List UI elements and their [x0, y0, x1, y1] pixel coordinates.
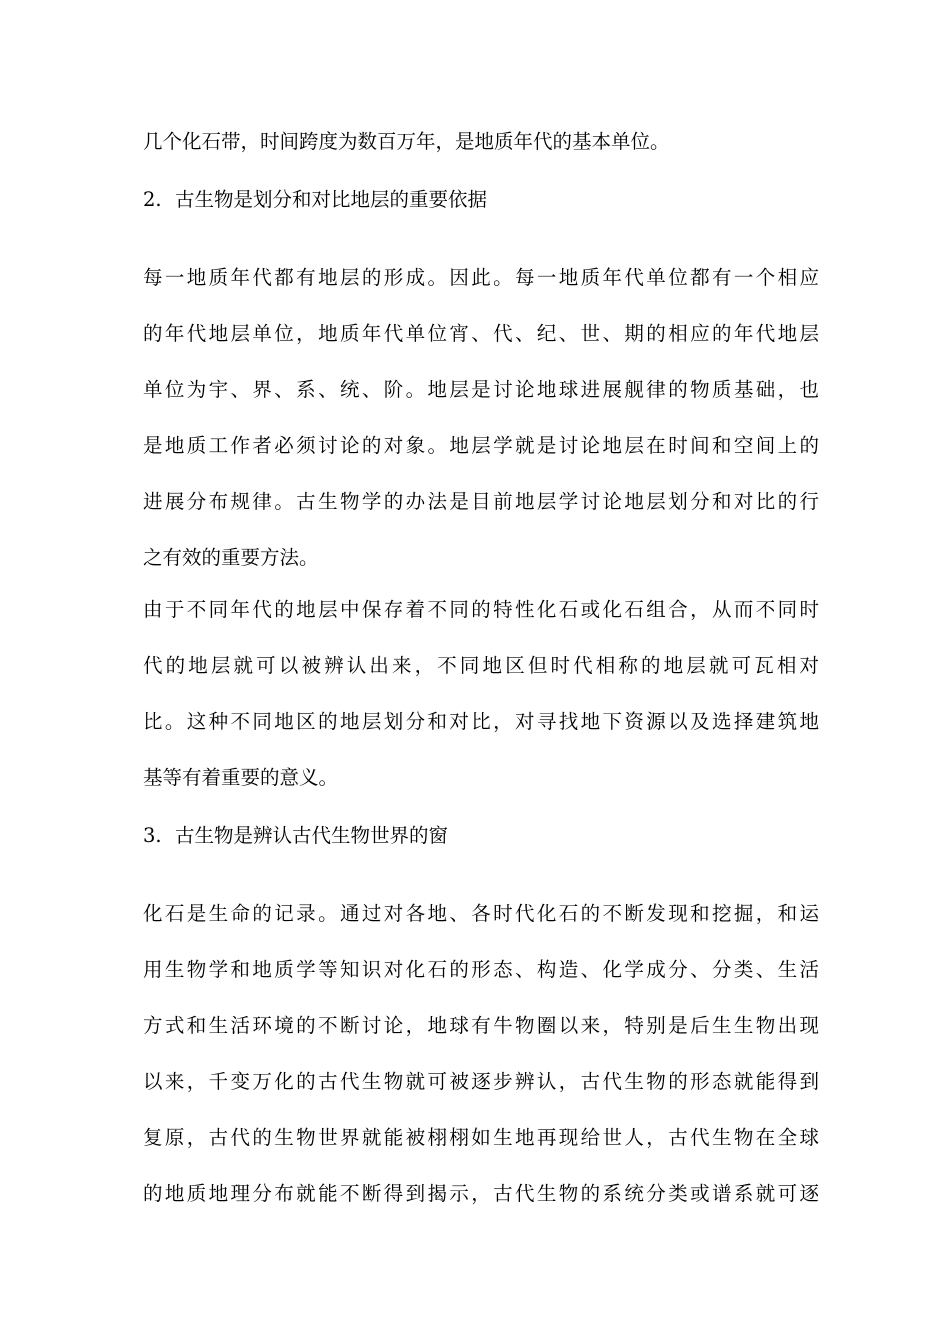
text-line: 进展分布规律。古生物学的办法是目前地层学讨论地层划分和对比的行 [143, 490, 819, 513]
text-line: 单位为宇、界、系、统、阶。地层是讨论地球进展舰律的物质基础，也 [143, 378, 819, 401]
text-line: 用生物学和地质学等知识对化石的形态、构造、化学成分、分类、生活 [143, 958, 819, 981]
text-line: 每一地质年代都有地层的形成。因此。每一地质年代单位都有一个相应 [143, 266, 819, 289]
text-line: 方式和生活环境的不断讨论，地球有牛物圈以来，特别是后生生物出现 [143, 1014, 819, 1037]
text-line: 之有效的重要方法。 [143, 546, 319, 569]
paragraph-2 [143, 586, 819, 802]
paragraph-gap [143, 860, 819, 890]
text-line: 是地质工作者必须讨论的对象。地层学就是讨论地层在时间和空间上的 [143, 434, 819, 457]
text-line: 几个化石带，时间跨度为数百万年，是地质年代的基本单位。 [143, 130, 670, 153]
document-body [143, 118, 819, 1218]
section-title: 古生物是划分和对比地层的重要依据 [175, 188, 488, 211]
section-heading-3 [143, 812, 819, 860]
section-number: 2. [143, 188, 162, 211]
text-line: 的地质地理分布就能不断得到揭示，古代生物的系统分类或谱系就可逐 [143, 1182, 819, 1205]
paragraph-3 [143, 890, 819, 1218]
text-line: 以来，千变万化的古代生物就可被逐步辨认，古代生物的形态就能得到 [143, 1070, 819, 1093]
text-line: 由于不同年代的地层中保存着不同的特性化石或化石组合，从而不同时 [143, 598, 819, 621]
paragraph-gap [143, 224, 819, 254]
section-number: 3. [143, 824, 162, 847]
text-line: 的年代地层单位，地质年代单位宵、代、纪、世、期的相应的年代地层 [143, 322, 819, 345]
section-title: 古生物是辨认古代生物世界的窗 [175, 824, 449, 847]
text-line: 代的地层就可以被辨认出来，不同地区但时代相称的地层就可瓦相对 [143, 654, 819, 677]
text-line: 复原，古代的生物世界就能被栩栩如生地再现给世人，古代生物在全球 [143, 1126, 819, 1149]
section-heading-2 [143, 176, 819, 224]
paragraph-1 [143, 254, 819, 582]
text-line: 化石是生命的记录。通过对各地、各时代化石的不断发现和挖掘，和运 [143, 902, 819, 925]
text-line: 比。这种不同地区的地层划分和对比，对寻找地下资源以及选择建筑地 [143, 710, 819, 733]
text-line: 基等有着重要的意义。 [143, 766, 339, 789]
